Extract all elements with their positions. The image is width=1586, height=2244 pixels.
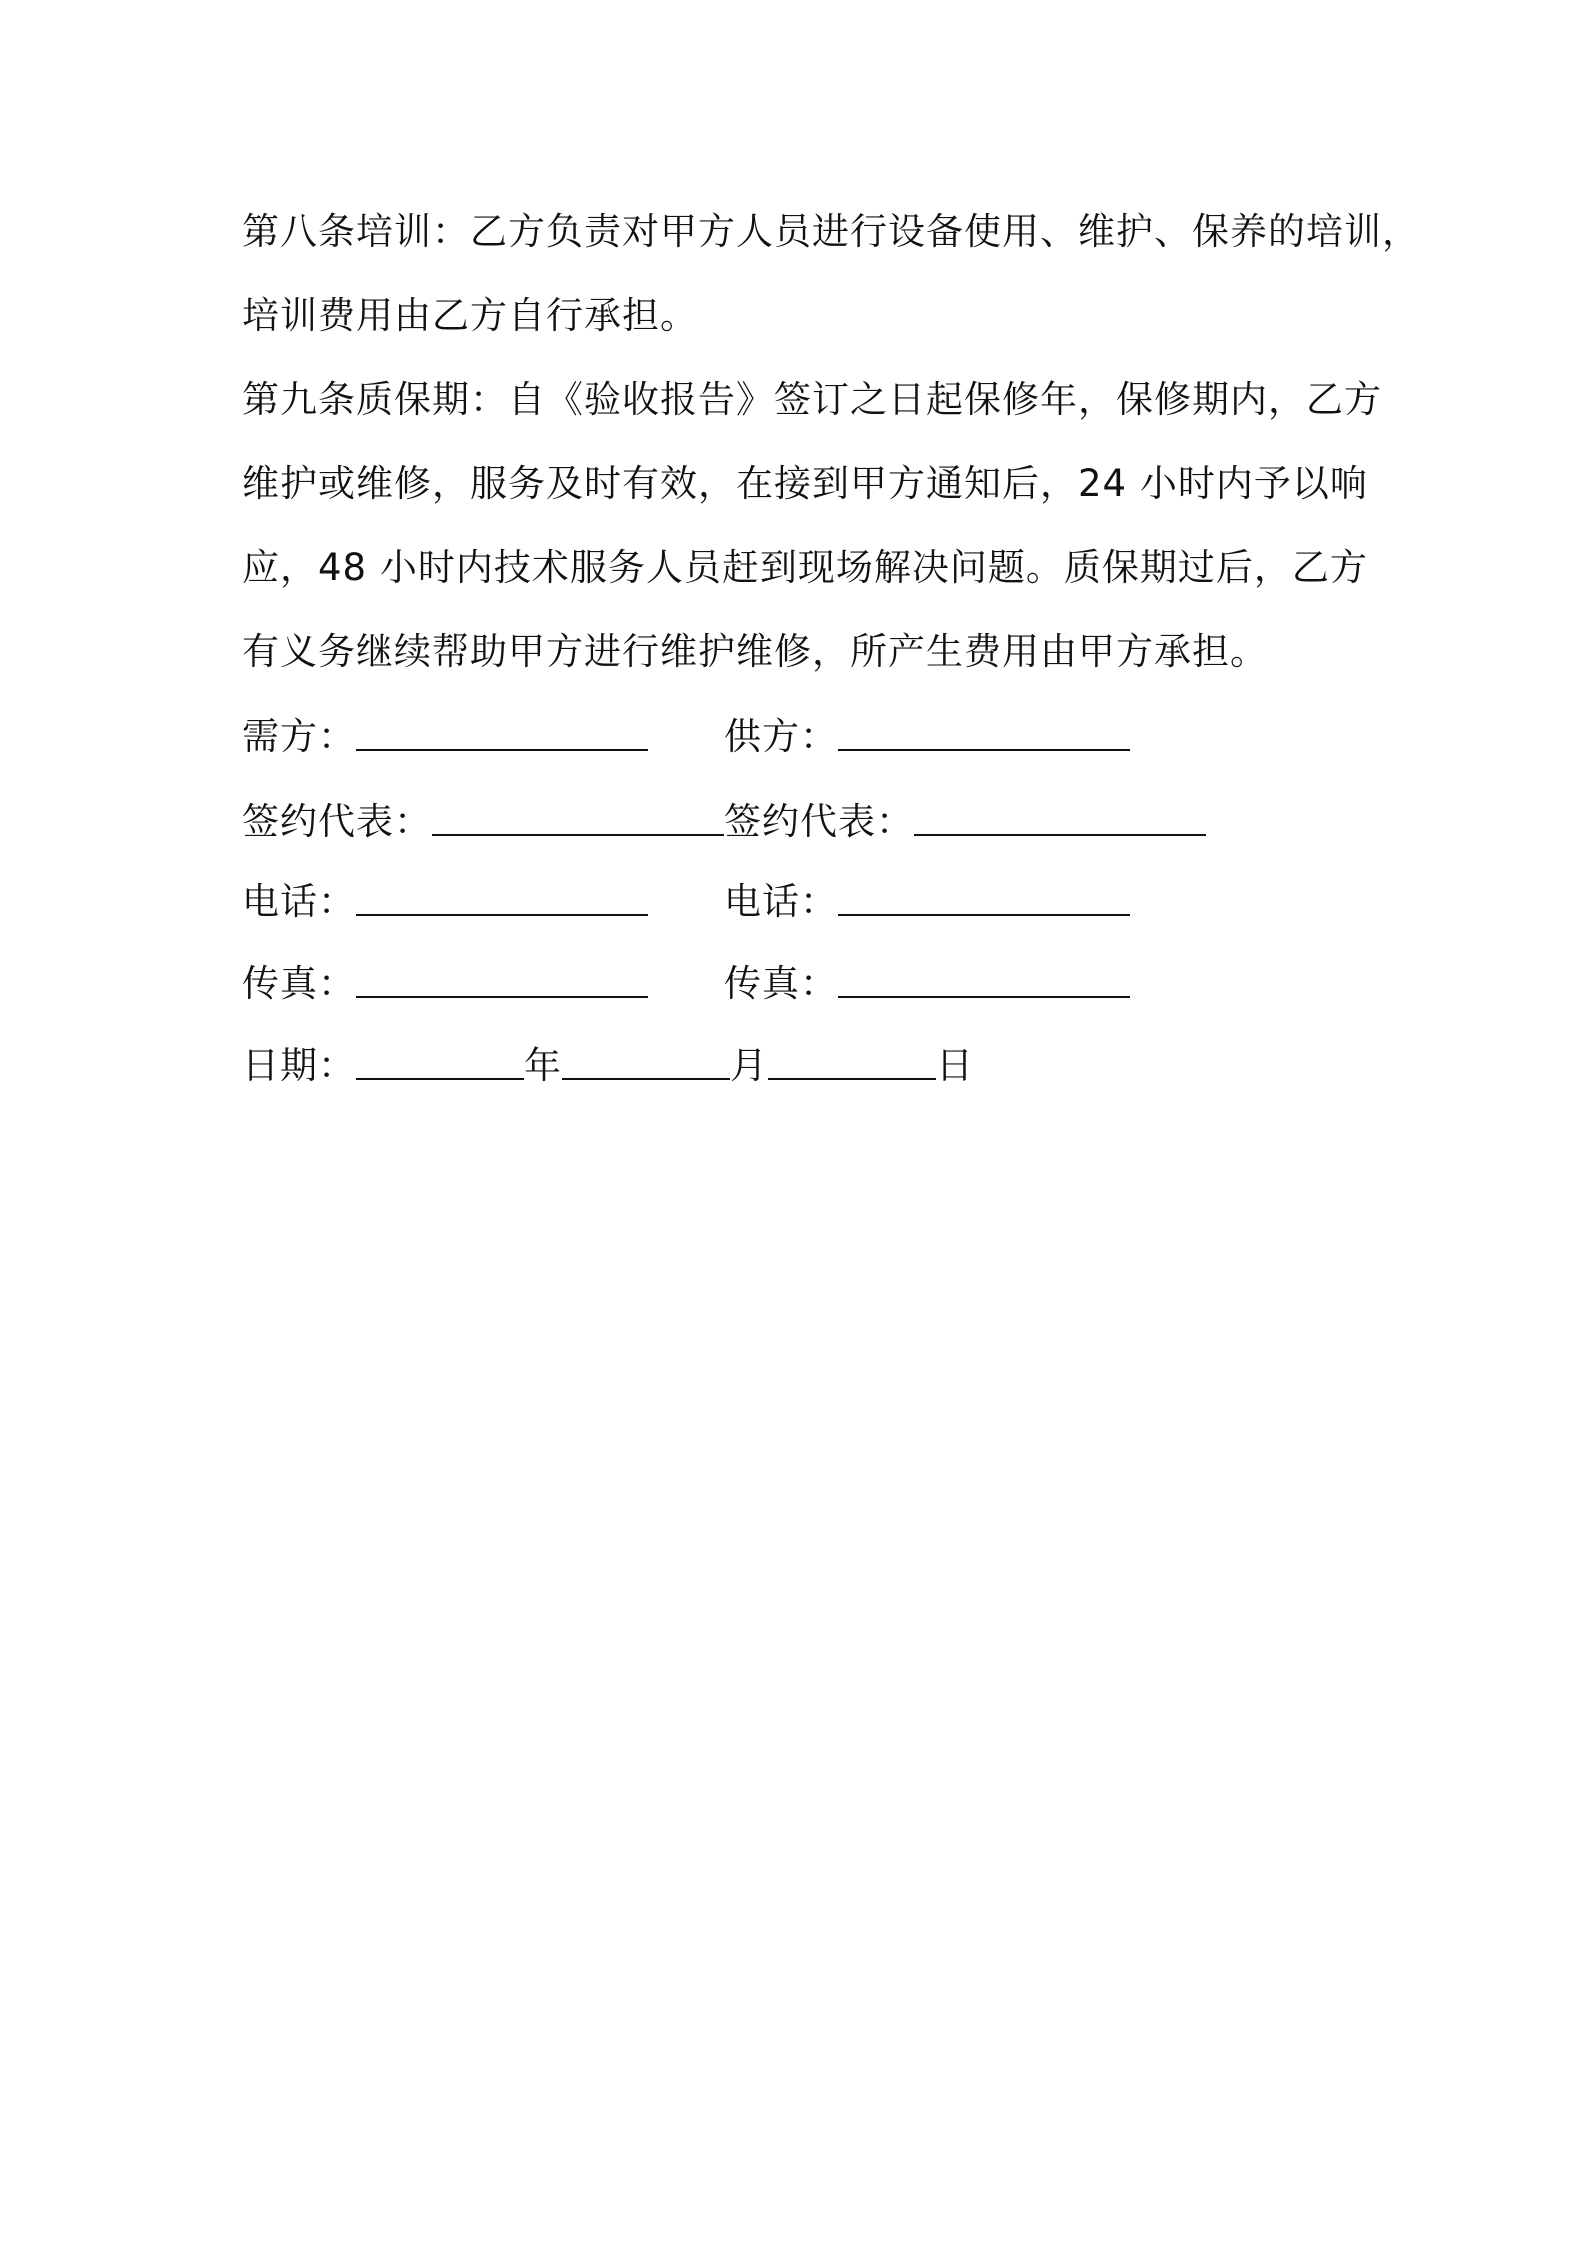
clause-line: 有义务继续帮助甲方进行维护维修，所产生费用由甲方承担。	[242, 630, 1268, 673]
clause-line: 第九条质保期：自《验收报告》签订之日起保修年，保修期内，乙方	[242, 378, 1382, 421]
month-label: 月	[730, 1044, 768, 1087]
year-label: 年	[524, 1044, 562, 1087]
supply-representative-label: 签约代表：	[724, 800, 914, 843]
supply-fax-field	[724, 952, 1130, 1014]
year-blank[interactable]	[356, 1034, 524, 1080]
supply-party-blank[interactable]	[838, 705, 1130, 751]
supply-phone-blank[interactable]	[838, 870, 1130, 916]
day-label: 日	[936, 1044, 974, 1087]
supply-phone-field	[724, 870, 1130, 932]
demand-party-label: 需方：	[242, 715, 356, 758]
date-label: 日期：	[242, 1044, 356, 1087]
supply-representative-blank[interactable]	[914, 790, 1206, 836]
demand-fax-field	[242, 952, 648, 1014]
demand-phone-label: 电话：	[242, 880, 356, 923]
demand-representative-blank[interactable]	[432, 790, 724, 836]
supply-fax-blank[interactable]	[838, 952, 1130, 998]
demand-fax-blank[interactable]	[356, 952, 648, 998]
demand-phone-blank[interactable]	[356, 870, 648, 916]
demand-party-blank[interactable]	[356, 705, 648, 751]
date-field	[242, 1034, 974, 1096]
supply-party-field	[724, 705, 1130, 767]
month-blank[interactable]	[562, 1034, 730, 1080]
demand-phone-field	[242, 870, 648, 932]
demand-party-field	[242, 705, 648, 767]
clause-line: 维护或维修，服务及时有效，在接到甲方通知后，24 小时内予以响	[242, 462, 1368, 505]
supply-phone-label: 电话：	[724, 880, 838, 923]
clause-line: 培训费用由乙方自行承担。	[242, 294, 698, 337]
day-blank[interactable]	[768, 1034, 936, 1080]
contract-clauses	[242, 190, 1420, 694]
demand-representative-label: 签约代表：	[242, 800, 432, 843]
clause-line: 第八条培训：乙方负责对甲方人员进行设备使用、维护、保养的培训，	[242, 210, 1420, 253]
demand-fax-label: 传真：	[242, 962, 356, 1005]
clause-line: 应，48 小时内技术服务人员赶到现场解决问题。质保期过后，乙方	[242, 546, 1368, 589]
supply-fax-label: 传真：	[724, 962, 838, 1005]
supply-party-label: 供方：	[724, 715, 838, 758]
demand-representative-field	[242, 790, 724, 852]
supply-representative-field	[724, 790, 1206, 852]
